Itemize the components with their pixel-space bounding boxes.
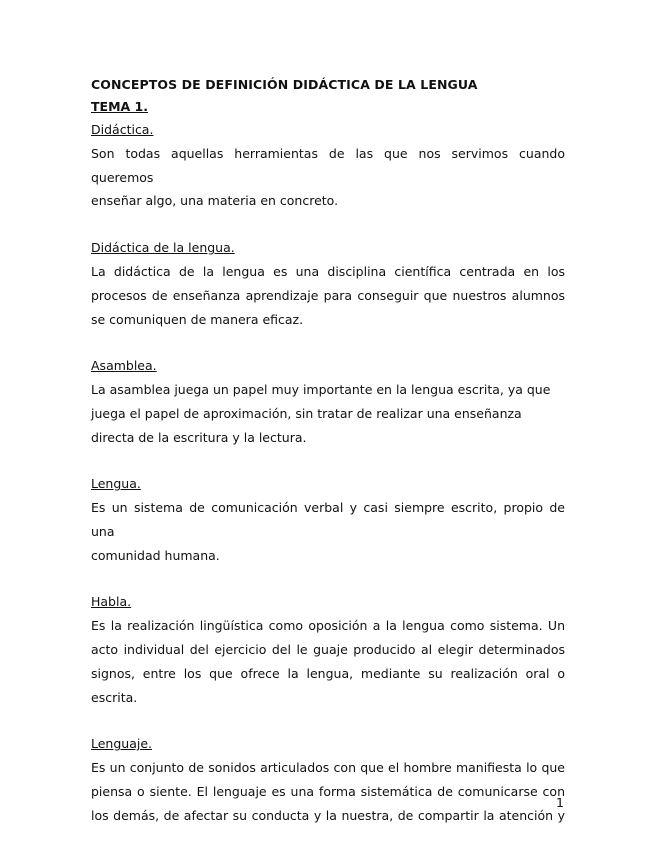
section-body bbox=[91, 260, 565, 331]
body-line: Es un sistema de comunicación verbal y casi siempre escrito, propio de una bbox=[91, 500, 565, 540]
document-page bbox=[91, 74, 565, 827]
document-title: CONCEPTOS DE DEFINICIÓN DIDÁCTICA DE LA LENGUA bbox=[91, 77, 478, 92]
body-line: signos, entre los que ofrece la lengua, mediante su realización oral o escrita. bbox=[91, 665, 565, 705]
body-line: La didáctica de la lengua es una disciplina científica centrada en los bbox=[91, 264, 565, 280]
section-lengua bbox=[91, 472, 565, 567]
body-line: enseñar algo, una materia en concreto. bbox=[91, 193, 339, 209]
body-line: procesos de enseñanza aprendizaje para conseguir que nuestros alumnos bbox=[91, 287, 565, 303]
body-line: directa de la escritura y la lectura. bbox=[91, 429, 307, 445]
body-line: Es la realización lingüística como oposición a la lengua como sistema. Un bbox=[91, 618, 565, 634]
body-line: acto individual del ejercicio del le guaje producido al elegir determinados bbox=[91, 642, 565, 658]
body-line: juega el papel de aproximación, sin tratar de realizar una enseñanza bbox=[91, 405, 522, 421]
section-heading: Lengua. bbox=[91, 476, 141, 492]
section-didactica-lengua bbox=[91, 236, 565, 331]
section-heading: Habla. bbox=[91, 594, 132, 610]
page-number: 1 bbox=[556, 795, 564, 810]
section-body bbox=[91, 756, 565, 827]
section-body bbox=[91, 496, 565, 567]
topic-heading: TEMA 1. bbox=[91, 99, 148, 114]
section-lenguaje bbox=[91, 732, 565, 827]
section-heading: Lenguaje. bbox=[91, 736, 153, 752]
body-line: Es un conjunto de sonidos articulados con que el hombre manifiesta lo que bbox=[91, 760, 565, 776]
body-line: piensa o siente. El lenguaje es una forma sistemática de comunicarse con bbox=[91, 783, 565, 799]
section-heading: Didáctica. bbox=[91, 122, 154, 137]
section-heading: Asamblea. bbox=[91, 358, 157, 374]
section-asamblea bbox=[91, 354, 565, 449]
section-heading: Didáctica de la lengua. bbox=[91, 240, 235, 256]
section-body bbox=[91, 142, 565, 213]
body-line: Son todas aquellas herramientas de las que nos servimos cuando queremos bbox=[91, 146, 565, 185]
body-line: se comuniquen de manera eficaz. bbox=[91, 311, 304, 327]
body-line: La asamblea juega un papel muy importante en la lengua escrita, ya que bbox=[91, 382, 551, 398]
section-habla bbox=[91, 590, 565, 709]
body-line: comunidad humana. bbox=[91, 547, 220, 563]
section-body bbox=[91, 378, 565, 449]
section-body bbox=[91, 614, 565, 709]
section-didactica bbox=[91, 118, 565, 213]
body-line: los demás, de afectar su conducta y la nuestra, de compartir la atención y bbox=[91, 807, 565, 823]
